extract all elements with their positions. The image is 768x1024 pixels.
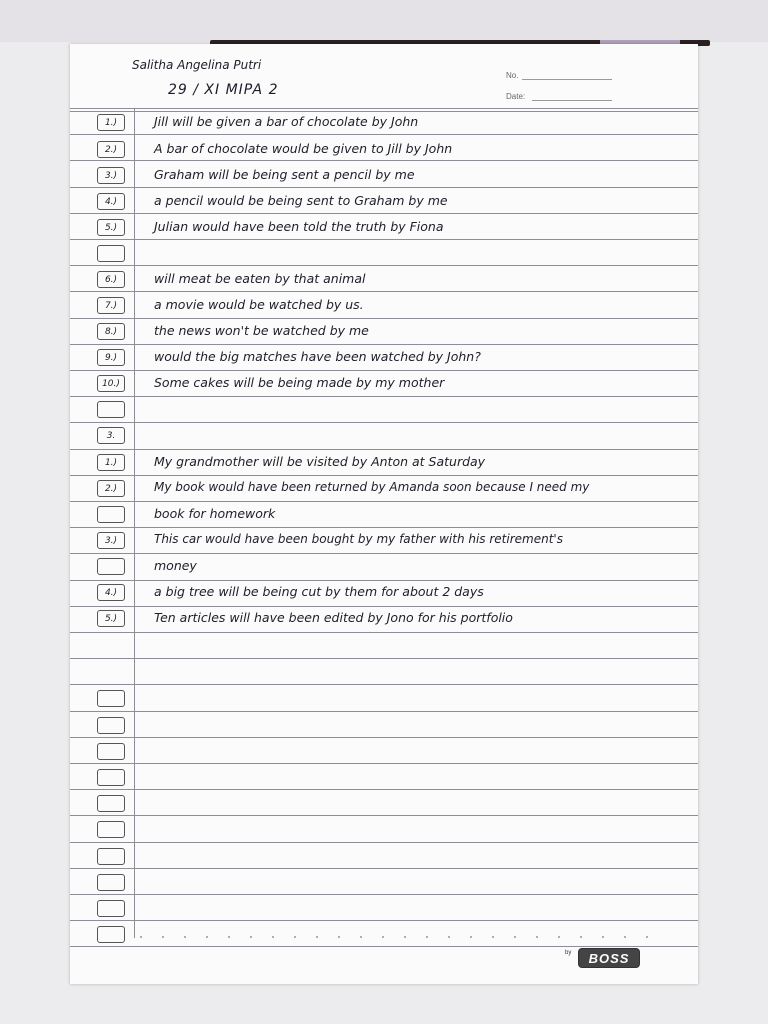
margin-dot — [162, 936, 164, 938]
number-box: 8.) — [97, 323, 125, 340]
number-box — [97, 874, 125, 891]
margin-dot — [382, 936, 384, 938]
ruled-line — [70, 894, 698, 895]
answer-line: would the big matches have been watched by John? — [154, 349, 481, 364]
number-box — [97, 558, 125, 575]
ruled-line — [70, 291, 698, 292]
number-box: 4.) — [97, 584, 125, 601]
ruled-line — [70, 108, 698, 109]
margin-dot — [492, 936, 494, 938]
ruled-line — [70, 318, 698, 319]
ruled-line — [70, 396, 698, 397]
margin-dot — [580, 936, 582, 938]
answer-line: a movie would be watched by us. — [154, 297, 364, 312]
margin-dot — [272, 936, 274, 938]
ruled-line — [70, 344, 698, 345]
ruled-line — [70, 475, 698, 476]
ruled-line — [70, 632, 698, 633]
answer-line: Julian would have been told the truth by Fiona — [154, 219, 444, 234]
margin-dot — [426, 936, 428, 938]
student-name: Salitha Angelina Putri — [132, 58, 262, 72]
ruled-line — [70, 842, 698, 843]
answer-line: Graham will be being sent a pencil by me — [154, 167, 415, 182]
number-box — [97, 245, 125, 262]
number-box: 10.) — [97, 375, 125, 392]
ruled-line — [70, 422, 698, 423]
margin-dot — [448, 936, 450, 938]
ruled-line — [70, 134, 698, 135]
number-box — [97, 848, 125, 865]
margin-dot — [316, 936, 318, 938]
number-box — [97, 926, 125, 943]
number-box — [97, 506, 125, 523]
answer-line: a pencil would be being sent to Graham by me — [154, 193, 448, 208]
answer-line: A bar of chocolate would be given to Jill by John — [154, 141, 453, 156]
section-3-box: 3. — [97, 427, 125, 444]
margin-dot — [250, 936, 252, 938]
ruled-line — [70, 711, 698, 712]
ruled-line — [70, 370, 698, 371]
number-box: 5.) — [97, 219, 125, 236]
answer-line: a big tree will be being cut by them for about 2 days — [154, 584, 484, 599]
number-box: 2.) — [97, 141, 125, 158]
ruled-line — [70, 449, 698, 450]
ruled-line — [70, 160, 698, 161]
margin-dot — [360, 936, 362, 938]
number-box: 4.) — [97, 193, 125, 210]
margin-dot — [294, 936, 296, 938]
number-box — [97, 900, 125, 917]
margin-dot — [140, 936, 142, 938]
answer-line: This car would have been bought by my father with his retirement's — [154, 532, 563, 546]
number-box: 1.) — [97, 114, 125, 131]
number-box — [97, 690, 125, 707]
number-box: 6.) — [97, 271, 125, 288]
number-box — [97, 401, 125, 418]
answer-line: Ten articles will have been edited by Jono for his portfolio — [154, 610, 513, 625]
ruled-line — [70, 265, 698, 266]
notebook-page — [70, 44, 698, 984]
margin-dot — [558, 936, 560, 938]
ruled-line — [70, 737, 698, 738]
ruled-line — [70, 789, 698, 790]
margin-dot — [470, 936, 472, 938]
ruled-line — [70, 239, 698, 240]
number-box: 5.) — [97, 610, 125, 627]
margin-line — [134, 108, 135, 938]
answer-line: the news won't be watched by me — [154, 323, 369, 338]
margin-dot — [206, 936, 208, 938]
number-box — [97, 743, 125, 760]
answer-line: will meat be eaten by that animal — [154, 271, 366, 286]
number-box — [97, 769, 125, 786]
number-box: 2.) — [97, 480, 125, 497]
ruled-line — [70, 868, 698, 869]
answer-line: My book would have been returned by Amanda soon because I need my — [154, 480, 590, 494]
background-top — [0, 0, 768, 42]
brand-by: by — [565, 950, 572, 956]
ruled-line — [70, 553, 698, 554]
margin-dot — [228, 936, 230, 938]
number-box: 9.) — [97, 349, 125, 366]
ruled-line — [70, 684, 698, 685]
brand-logo: BOSS — [578, 948, 640, 968]
number-box: 3.) — [97, 532, 125, 549]
margin-dot — [514, 936, 516, 938]
answer-line: Jill will be given a bar of chocolate by John — [154, 114, 419, 129]
ruled-line — [70, 606, 698, 607]
margin-dot — [536, 936, 538, 938]
margin-dot — [602, 936, 604, 938]
ruled-line — [70, 815, 698, 816]
number-box — [97, 821, 125, 838]
answer-line: My grandmother will be visited by Anton at Saturday — [154, 454, 486, 469]
ruled-line — [70, 763, 698, 764]
answer-line-continued: money — [154, 558, 197, 573]
number-box: 3.) — [97, 167, 125, 184]
number-box: 1.) — [97, 454, 125, 471]
margin-dot — [338, 936, 340, 938]
ruled-line — [70, 501, 698, 502]
ruled-line — [70, 187, 698, 188]
student-class: 29 / XI MIPA 2 — [168, 82, 279, 98]
number-box: 7.) — [97, 297, 125, 314]
margin-dot — [404, 936, 406, 938]
margin-dot — [646, 936, 648, 938]
margin-dot — [184, 936, 186, 938]
ruled-line — [70, 658, 698, 659]
no-label: No. — [506, 71, 519, 80]
margin-dot — [624, 936, 626, 938]
ruled-line — [70, 580, 698, 581]
answer-line: Some cakes will be being made by my mother — [154, 375, 445, 390]
date-label: Date: — [506, 92, 526, 101]
ruled-line — [70, 527, 698, 528]
answer-line-continued: book for homework — [154, 506, 276, 521]
number-box — [97, 717, 125, 734]
number-box — [97, 795, 125, 812]
ruled-line — [70, 213, 698, 214]
ruled-line — [70, 920, 698, 921]
